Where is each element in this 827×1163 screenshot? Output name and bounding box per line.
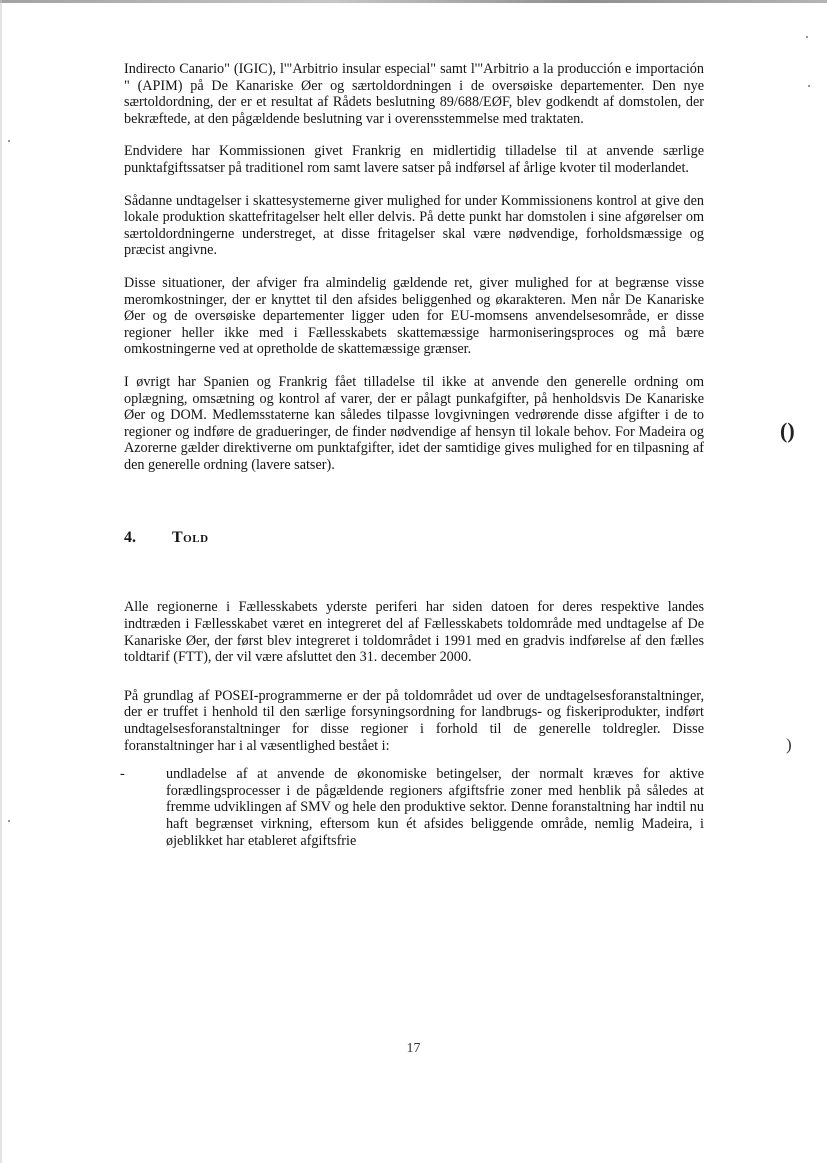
bullet-marker: - [120, 766, 125, 783]
scan-speck [8, 820, 10, 822]
paragraph-6: Alle regionerne i Fællesskabets yderste periferi har siden datoen for deres respektive landes indtræden i Fællesskabet været en integreret del af Fællesskabets toldområde med undtagelse af De Kanariske Øer, der først blev integreret i toldområdet i 1991 med en gradvis indførelse af den fælles toldtarif (FTT), der vil være afsluttet den 31. december 2000. [124, 599, 704, 666]
section-heading [124, 529, 704, 547]
paragraph-2: Endvidere har Kommissionen givet Frankrig en midlertidig tilladelse til at anvende særlige punktafgiftssatser på traditionel rom samt lavere satser på indførsel af årlige kvoter til moderlandet. [124, 143, 704, 176]
bullet-text: undladelse af at anvende de økonomiske betingelser, der normalt kræves for aktive forædlingsprocesser i de pågældende regioners afgiftsfrie zoner med henblik på således at fremme udviklingen af SMV og hele den produktive sektor. Denne foranstaltning har indtil nu haft begrænset virkning, eftersom kun ét afsides beliggende område, nemlig Madeira, i øjeblikket har etableret afgiftsfrie [166, 766, 704, 849]
scan-speck [806, 36, 808, 38]
section-title: Told [172, 529, 209, 547]
section-number: 4. [124, 529, 136, 547]
page-body [120, 61, 704, 849]
scan-speck [808, 85, 810, 87]
paragraph-5: I øvrigt har Spanien og Frankrig fået tilladelse til ikke at anvende den generelle ordning om oplægning, omsætning og kontrol af varer, der er pålagt punkafgifter, på henholdsvis De Kanariske Øer og DOM. Medlemsstaterne kan således tilpasse lovgivningen vedrørende disse afgifter i de to regioner og indføre de gradueringer, de finder nødvendige af hensyn til lokale behov. For Madeira og Azorerne gælder direktiverne om punktafgifter, idet der samtidige gives mulighed for en tilpasning af den generelle ordning (lavere satser). [124, 373, 704, 473]
scan-edge-left [0, 0, 2, 1163]
scan-edge-top [0, 0, 827, 3]
scan-artifact-bracket: () [780, 418, 795, 443]
bullet-item [120, 766, 704, 849]
page-number: 17 [406, 1041, 421, 1056]
paragraph-4: Disse situationer, der afviger fra almindelig gældende ret, giver mulighed for at begrænse visse meromkostninger, der er knyttet til den afsides beliggenhed og økarakteren. Men når De Kanariske Øer og de oversøiske departementer ligger uden for EU-momsens anvendelsesområde, er disse regioner heller ikke med i Fællesskabets skattemæssige harmoniseringsproces og må bære omkostningerne ved at opretholde de skattemæssige grænser. [124, 274, 704, 358]
paragraph-7: På grundlag af POSEI-programmerne er der på toldområdet ud over de undtagelsesforanstaltninger, der er truffet i henhold til den særlige forsyningsordning for landbrugs- og fiskeriprodukter, indført undtagelsesforanstaltninger for disse regioner i forhold til de generelle toldregler. Disse foranstaltninger har i al væsentlighed bestået i: [124, 687, 704, 754]
scan-artifact-paren: ) [786, 735, 792, 754]
scan-speck [8, 140, 10, 142]
paragraph-3: Sådanne undtagelser i skattesystemerne giver mulighed for under Kommissionens kontrol at give den lokale produktion skattefritagelser helt eller delvis. På dette punkt har domstolen i sine afgørelser om særtoldordningerne understreget, at disse fritagelser skal være nødvendige, forholdsmæssige og præcist angivne. [124, 192, 704, 259]
paragraph-1: Indirecto Canario" (IGIC), l'"Arbitrio insular especial" samt l'"Arbitrio a la producción e importación " (APIM) på De Kanariske Øer og særtoldordningen i de oversøiske departementer. Den nye særtoldordning, der er et resultat af Rådets beslutning 89/688/EØF, blev godkendt af domstolen, der bekræftede, at den pågældende beslutning var i overensstemmelse med traktaten. [124, 61, 704, 127]
